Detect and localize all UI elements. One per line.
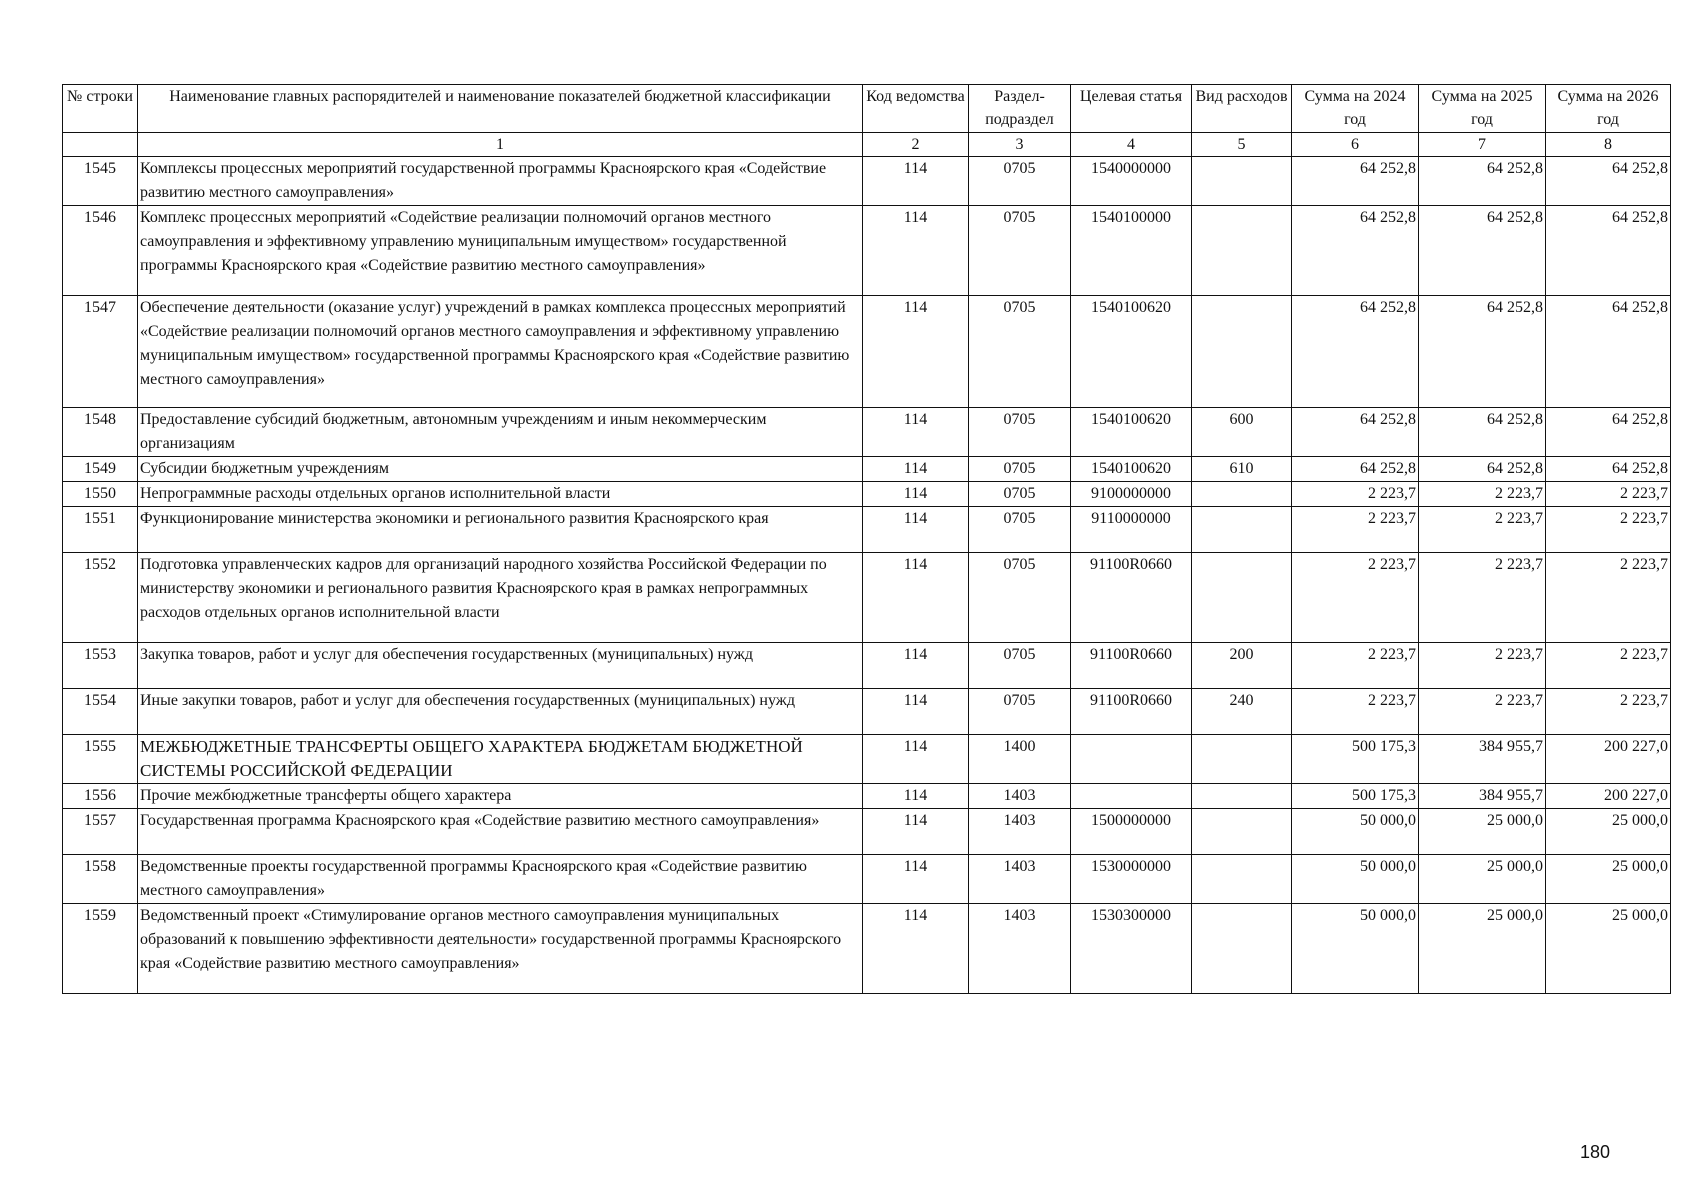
row-number: 1555	[63, 735, 138, 784]
row-name: Ведомственные проекты государственной программы Красноярского края «Содействие развитию местного самоуправления»	[138, 855, 863, 904]
row-sum-2024: 500 175,3	[1292, 735, 1419, 784]
row-number: 1558	[63, 855, 138, 904]
row-dept-code: 114	[863, 809, 969, 855]
row-expense-kind	[1192, 855, 1292, 904]
column-number	[63, 133, 138, 157]
row-name: Прочие межбюджетные трансферты общего характера	[138, 784, 863, 809]
column-number: 6	[1292, 133, 1419, 157]
row-sum-2025: 64 252,8	[1419, 157, 1546, 206]
row-target-article	[1071, 735, 1192, 784]
table-row	[63, 157, 1671, 206]
row-section: 0705	[969, 296, 1071, 408]
row-name: Субсидии бюджетным учреждениям	[138, 457, 863, 482]
column-number: 8	[1546, 133, 1671, 157]
row-sum-2024: 64 252,8	[1292, 408, 1419, 457]
row-section: 0705	[969, 689, 1071, 735]
row-number: 1557	[63, 809, 138, 855]
table-row	[63, 457, 1671, 482]
table-header-row	[63, 85, 1671, 133]
row-target-article: 1500000000	[1071, 809, 1192, 855]
row-section: 0705	[969, 457, 1071, 482]
row-number: 1551	[63, 507, 138, 553]
row-dept-code: 114	[863, 735, 969, 784]
row-sum-2024: 50 000,0	[1292, 904, 1419, 994]
row-target-article: 1530000000	[1071, 855, 1192, 904]
row-number: 1550	[63, 482, 138, 507]
row-expense-kind: 610	[1192, 457, 1292, 482]
row-number: 1553	[63, 643, 138, 689]
header-section: Раздел-подраздел	[969, 85, 1071, 133]
row-sum-2025: 2 223,7	[1419, 507, 1546, 553]
row-section: 1403	[969, 855, 1071, 904]
row-number: 1552	[63, 553, 138, 643]
row-sum-2024: 2 223,7	[1292, 507, 1419, 553]
row-expense-kind: 600	[1192, 408, 1292, 457]
row-name: Иные закупки товаров, работ и услуг для обеспечения государственных (муниципальных) нужд	[138, 689, 863, 735]
row-name: Комплексы процессных мероприятий государственной программы Красноярского края «Содействие развитию местного самоуправления»	[138, 157, 863, 206]
row-section: 0705	[969, 157, 1071, 206]
row-sum-2026: 200 227,0	[1546, 784, 1671, 809]
table-row	[63, 735, 1671, 784]
row-sum-2026: 2 223,7	[1546, 689, 1671, 735]
row-dept-code: 114	[863, 855, 969, 904]
header-dept-code: Код ведомства	[863, 85, 969, 133]
row-section: 0705	[969, 206, 1071, 296]
row-sum-2026: 2 223,7	[1546, 643, 1671, 689]
row-sum-2026: 2 223,7	[1546, 482, 1671, 507]
column-number: 3	[969, 133, 1071, 157]
table-row	[63, 408, 1671, 457]
row-sum-2024: 64 252,8	[1292, 296, 1419, 408]
row-expense-kind	[1192, 507, 1292, 553]
column-number: 2	[863, 133, 969, 157]
row-expense-kind: 200	[1192, 643, 1292, 689]
row-sum-2025: 64 252,8	[1419, 408, 1546, 457]
row-section: 0705	[969, 553, 1071, 643]
row-section: 1403	[969, 784, 1071, 809]
row-expense-kind	[1192, 809, 1292, 855]
row-section: 0705	[969, 643, 1071, 689]
row-sum-2025: 2 223,7	[1419, 482, 1546, 507]
row-sum-2024: 2 223,7	[1292, 482, 1419, 507]
row-target-article: 9110000000	[1071, 507, 1192, 553]
row-dept-code: 114	[863, 507, 969, 553]
budget-table-sheet	[62, 84, 1671, 994]
row-number: 1549	[63, 457, 138, 482]
header-name: Наименование главных распорядителей и наименование показателей бюджетной классификации	[138, 85, 863, 133]
row-section: 1403	[969, 809, 1071, 855]
page-number: 180	[1580, 1142, 1611, 1162]
table-row	[63, 689, 1671, 735]
row-sum-2024: 500 175,3	[1292, 784, 1419, 809]
row-name: Предоставление субсидий бюджетным, автономным учреждениям и иным некоммерческим организациям	[138, 408, 863, 457]
header-expense-kind: Вид расходов	[1192, 85, 1292, 133]
row-sum-2025: 2 223,7	[1419, 643, 1546, 689]
table-row	[63, 553, 1671, 643]
row-sum-2025: 25 000,0	[1419, 904, 1546, 994]
column-number: 1	[138, 133, 863, 157]
budget-table	[62, 84, 1671, 994]
row-dept-code: 114	[863, 206, 969, 296]
row-expense-kind: 240	[1192, 689, 1292, 735]
row-sum-2025: 384 955,7	[1419, 735, 1546, 784]
row-sum-2026: 64 252,8	[1546, 157, 1671, 206]
row-sum-2026: 25 000,0	[1546, 855, 1671, 904]
row-expense-kind	[1192, 482, 1292, 507]
table-body	[63, 157, 1671, 994]
row-sum-2026: 64 252,8	[1546, 457, 1671, 482]
row-sum-2026: 2 223,7	[1546, 553, 1671, 643]
row-name: Закупка товаров, работ и услуг для обеспечения государственных (муниципальных) нужд	[138, 643, 863, 689]
row-target-article: 91100R0660	[1071, 643, 1192, 689]
row-sum-2024: 50 000,0	[1292, 855, 1419, 904]
table-row	[63, 296, 1671, 408]
row-section: 0705	[969, 482, 1071, 507]
header-sum-2026: Сумма на 2026 год	[1546, 85, 1671, 133]
row-section: 1403	[969, 904, 1071, 994]
header-row-no: № строки	[63, 85, 138, 133]
row-name: Ведомственный проект «Стимулирование органов местного самоуправления муниципальных образований к повышению эффективности деятельности» государственной программы Красноярского края «Содействие развитию местного самоуправления»	[138, 904, 863, 994]
row-target-article: 91100R0660	[1071, 553, 1192, 643]
row-name: МЕЖБЮДЖЕТНЫЕ ТРАНСФЕРТЫ ОБЩЕГО ХАРАКТЕРА БЮДЖЕТАМ БЮДЖЕТНОЙ СИСТЕМЫ РОССИЙСКОЙ ФЕДЕРАЦИИ	[138, 735, 863, 784]
row-target-article: 1540100620	[1071, 296, 1192, 408]
row-expense-kind	[1192, 206, 1292, 296]
row-number: 1548	[63, 408, 138, 457]
table-row	[63, 643, 1671, 689]
row-number: 1546	[63, 206, 138, 296]
row-sum-2024: 2 223,7	[1292, 643, 1419, 689]
row-dept-code: 114	[863, 482, 969, 507]
row-dept-code: 114	[863, 643, 969, 689]
row-target-article: 1540100000	[1071, 206, 1192, 296]
row-name: Функционирование министерства экономики и регионального развития Красноярского края	[138, 507, 863, 553]
row-number: 1559	[63, 904, 138, 994]
row-expense-kind	[1192, 784, 1292, 809]
row-sum-2025: 25 000,0	[1419, 809, 1546, 855]
row-section: 0705	[969, 507, 1071, 553]
table-row	[63, 482, 1671, 507]
row-dept-code: 114	[863, 784, 969, 809]
row-sum-2026: 64 252,8	[1546, 408, 1671, 457]
table-row	[63, 507, 1671, 553]
table-row	[63, 809, 1671, 855]
column-number: 7	[1419, 133, 1546, 157]
row-name: Подготовка управленческих кадров для организаций народного хозяйства Российской Федерации по министерству экономики и регионального развития Красноярского края в рамках непрограммных расходов отдельных органов исполнительной власти	[138, 553, 863, 643]
header-sum-2024: Сумма на 2024 год	[1292, 85, 1419, 133]
row-dept-code: 114	[863, 408, 969, 457]
row-expense-kind	[1192, 157, 1292, 206]
table-row	[63, 855, 1671, 904]
row-number: 1547	[63, 296, 138, 408]
row-target-article: 1530300000	[1071, 904, 1192, 994]
row-expense-kind	[1192, 904, 1292, 994]
row-number: 1556	[63, 784, 138, 809]
row-sum-2026: 25 000,0	[1546, 904, 1671, 994]
row-dept-code: 114	[863, 689, 969, 735]
row-name: Комплекс процессных мероприятий «Содействие реализации полномочий органов местного самоуправления и эффективному управлению муниципальным имуществом» государственной программы Красноярского края «Содействие развитию местного самоуправления»	[138, 206, 863, 296]
row-target-article: 1540000000	[1071, 157, 1192, 206]
row-sum-2024: 64 252,8	[1292, 457, 1419, 482]
row-name: Государственная программа Красноярского края «Содействие развитию местного самоуправления»	[138, 809, 863, 855]
header-target-article: Целевая статья	[1071, 85, 1192, 133]
column-number: 5	[1192, 133, 1292, 157]
row-sum-2026: 64 252,8	[1546, 296, 1671, 408]
row-sum-2026: 200 227,0	[1546, 735, 1671, 784]
row-name: Непрограммные расходы отдельных органов исполнительной власти	[138, 482, 863, 507]
row-target-article: 1540100620	[1071, 457, 1192, 482]
row-sum-2025: 25 000,0	[1419, 855, 1546, 904]
table-row	[63, 784, 1671, 809]
row-dept-code: 114	[863, 457, 969, 482]
header-sum-2025: Сумма на 2025 год	[1419, 85, 1546, 133]
row-sum-2025: 64 252,8	[1419, 206, 1546, 296]
row-expense-kind	[1192, 296, 1292, 408]
row-dept-code: 114	[863, 157, 969, 206]
row-sum-2025: 2 223,7	[1419, 553, 1546, 643]
row-section: 1400	[969, 735, 1071, 784]
row-dept-code: 114	[863, 904, 969, 994]
row-expense-kind	[1192, 735, 1292, 784]
row-sum-2026: 25 000,0	[1546, 809, 1671, 855]
row-expense-kind	[1192, 553, 1292, 643]
column-number-row	[63, 133, 1671, 157]
row-dept-code: 114	[863, 296, 969, 408]
row-sum-2024: 50 000,0	[1292, 809, 1419, 855]
row-sum-2024: 2 223,7	[1292, 689, 1419, 735]
row-sum-2024: 64 252,8	[1292, 206, 1419, 296]
row-name: Обеспечение деятельности (оказание услуг) учреждений в рамках комплекса процессных мероприятий «Содействие реализации полномочий органов местного самоуправления и эффективному управлению муниципальным имуществом» государственной программы Красноярского края «Содействие развитию местного самоуправления»	[138, 296, 863, 408]
row-target-article: 9100000000	[1071, 482, 1192, 507]
table-row	[63, 904, 1671, 994]
row-sum-2024: 2 223,7	[1292, 553, 1419, 643]
row-sum-2025: 2 223,7	[1419, 689, 1546, 735]
column-number: 4	[1071, 133, 1192, 157]
row-target-article: 1540100620	[1071, 408, 1192, 457]
row-sum-2025: 64 252,8	[1419, 296, 1546, 408]
row-target-article	[1071, 784, 1192, 809]
row-number: 1554	[63, 689, 138, 735]
row-target-article: 91100R0660	[1071, 689, 1192, 735]
row-section: 0705	[969, 408, 1071, 457]
table-row	[63, 206, 1671, 296]
row-sum-2026: 2 223,7	[1546, 507, 1671, 553]
row-sum-2025: 384 955,7	[1419, 784, 1546, 809]
row-dept-code: 114	[863, 553, 969, 643]
row-sum-2025: 64 252,8	[1419, 457, 1546, 482]
row-sum-2024: 64 252,8	[1292, 157, 1419, 206]
row-sum-2026: 64 252,8	[1546, 206, 1671, 296]
row-number: 1545	[63, 157, 138, 206]
